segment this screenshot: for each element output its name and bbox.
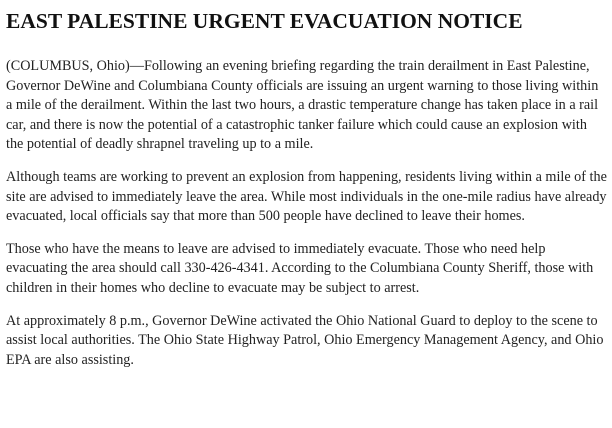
paragraph-national-guard: At approximately 8 p.m., Governor DeWine activated the Ohio National Guard to deploy to the scene to assist local authorities. The Ohio State Highway Patrol, Ohio Emergency Management Agency, and Ohio EPA are also assisting. — [6, 312, 604, 368]
notice-body — [6, 57, 607, 370]
notice-headline: EAST PALESTINE URGENT EVACUATION NOTICE — [6, 9, 523, 33]
paragraph-briefing-warning: (COLUMBUS, Ohio)—Following an evening briefing regarding the train derailment in East Palestine, Governor DeWine and Columbiana County officials are issuing an urgent warning to those living within a mile of the derailment. Within the last two hours, a drastic temperature change has taken place in a rail car, and there is now the potential of a catastrophic tanker failure which could cause an explosion with the potential of deadly shrapnel traveling up to a mile. — [6, 58, 599, 153]
paragraph-residents-advised: Although teams are working to prevent an explosion from happening, residents living within a mile of the site are advised to immediately leave the area. While most individuals in the one-mile radius have already evacuated, local officials say that more than 500 people have declined to leave their homes. — [6, 168, 607, 225]
paragraph-evacuation-help: Those who have the means to leave are advised to immediately evacuate. Those who need help evacuating the area should call 330-426-4341. According to the Columbiana County Sheriff, those with children in their homes who decline to evacuate may be subject to arrest. — [6, 240, 594, 296]
